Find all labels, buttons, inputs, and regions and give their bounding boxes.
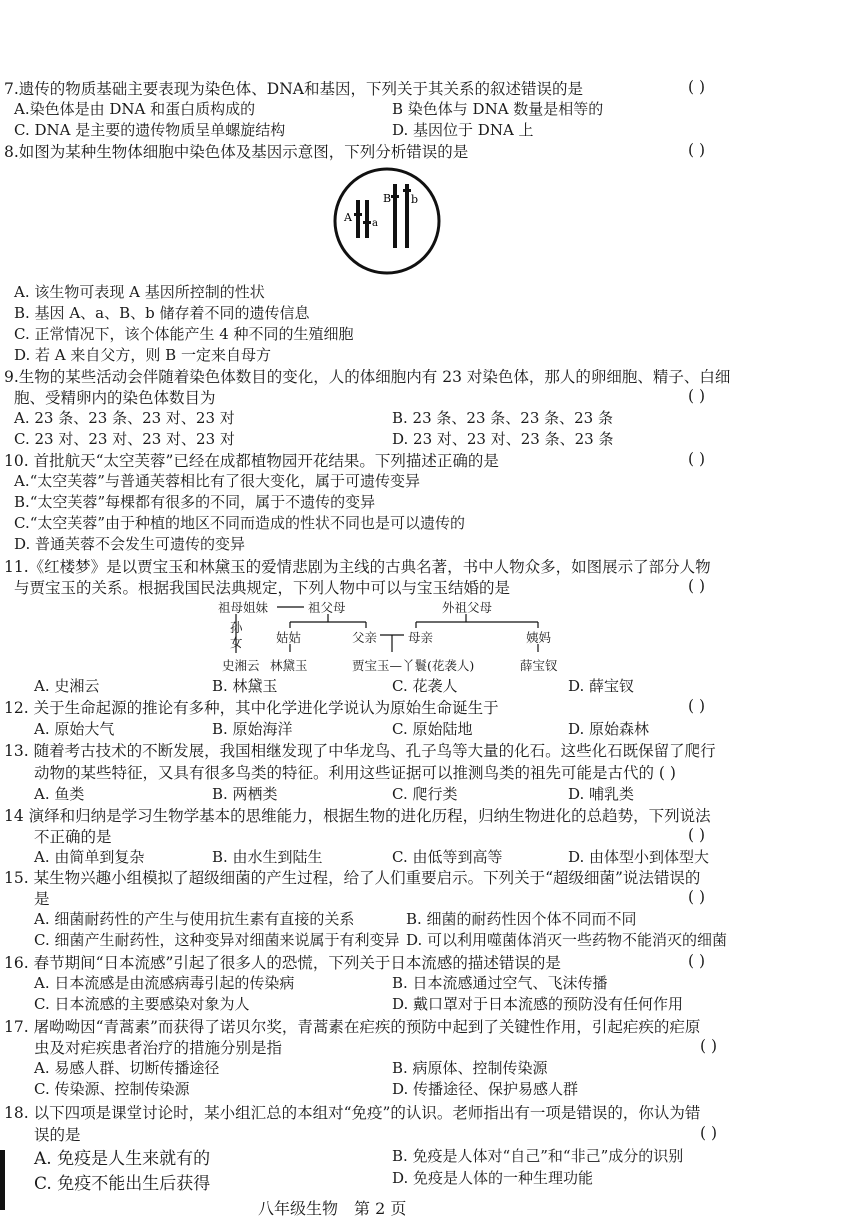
option-a: A. 细菌耐药性的产生与使用抗生素有直接的关系: [34, 910, 355, 928]
answer-paren: ( ): [688, 697, 706, 715]
option-c: C. 传染源、控制传染源: [34, 1080, 190, 1098]
option-a: A. 易感人群、切断传播途径: [34, 1059, 220, 1077]
node-father: 父亲: [352, 630, 378, 645]
option-b: B. 23 条、23 条、23 条、23 条: [392, 409, 613, 427]
option-a: A.染色体是由 DNA 和蛋白质构成的: [14, 100, 256, 118]
option-c: C. 日本流感的主要感染对象为人: [34, 995, 250, 1013]
option-b: B. 由水生到陆生: [212, 848, 323, 866]
question-13-stem-2: 动物的某些特征，又具有很多鸟类的特征。利用这些证据可以推测鸟类的祖先可能是古代的 ( ): [34, 764, 676, 782]
option-b: B. 原始海洋: [212, 720, 293, 738]
chromosome-cell-diagram: [332, 166, 442, 276]
answer-paren: ( ): [688, 387, 706, 405]
option-c: C. 免疫不能出生后获得: [34, 1174, 211, 1194]
node-aunt: 姑姑: [276, 630, 302, 645]
option-d: D. 戴口罩对于日本流感的预防没有任何作用: [392, 995, 684, 1013]
question-10-stem: 10. 首批航天“太空芙蓉”已经在成都植物园开花结果。下列描述正确的是: [4, 452, 499, 470]
option-b: B. 日本流感通过空气、飞沫传播: [392, 974, 608, 992]
option-a: A. 原始大气: [34, 720, 115, 738]
question-8-stem: 8.如图为某种生物体细胞中染色体及基因示意图，下列分析错误的是: [4, 143, 469, 161]
question-17-stem-2: 虫及对疟疾患者治疗的措施分别是指: [34, 1039, 283, 1057]
chromosome: [393, 184, 397, 248]
option-c: C.“太空芙蓉”由于种植的地区不同而造成的性状不同也是可以遗传的: [14, 514, 466, 532]
question-15-stem-2: 是: [34, 890, 50, 908]
chromosome: [405, 184, 409, 248]
option-c: C. 正常情况下，该个体能产生 4 种不同的生殖细胞: [14, 325, 354, 343]
question-14-stem: 14 演绎和归纳是学习生物学基本的思维能力，根据生物的进化历程，归纳生物进化的总趋势，下列说法: [4, 807, 711, 825]
page-footer: 八年级生物 第 2 页: [258, 1199, 407, 1218]
node-shi-xiangyun: 史湘云: [222, 658, 260, 673]
option-a: A. 鱼类: [34, 785, 85, 803]
question-13-stem: 13. 随着考古技术的不断发展，我国相继发现了中华龙鸟、孔子鸟等大量的化石。这些化石既保留了爬行: [4, 742, 716, 760]
node-xue-baochai: 薛宝钗: [520, 658, 558, 673]
option-d: D. 传播途径、保护易感人群: [392, 1080, 579, 1098]
option-c: C. DNA 是主要的遗传物质呈单螺旋结构: [14, 121, 286, 139]
answer-paren: ( ): [688, 952, 706, 970]
option-d: D. 由体型小到体型大: [568, 848, 710, 866]
question-9-stem-2: 胞、受精卵内的染色体数目为: [14, 389, 216, 407]
node-jia-baoyu: 贾宝玉—丫鬟(花袭人): [352, 658, 475, 673]
question-18-stem-2: 误的是: [34, 1126, 81, 1144]
option-c: C. 花袭人: [392, 677, 458, 695]
question-11-stem-2: 与贾宝玉的关系。根据我国民法典规定，下列人物中可以与宝玉结婚的是: [14, 579, 511, 597]
option-a: A. 免疫是人生来就有的: [34, 1149, 211, 1169]
option-b: B. 病原体、控制传染源: [392, 1059, 548, 1077]
option-d: D. 23 对、23 对、23 条、23 条: [392, 430, 614, 448]
gene-locus: [391, 195, 399, 198]
option-c: C. 由低等到高等: [392, 848, 503, 866]
gene-locus: [363, 221, 371, 224]
question-9-stem: 9.生物的某些活动会伴随着染色体数目的变化，人的体细胞内有 23 对染色体，那人的卵细胞、精子、白细: [4, 368, 731, 386]
option-b: B. 林黛玉: [212, 677, 278, 695]
option-a: A. 史湘云: [34, 677, 100, 695]
question-14-stem-2: 不正确的是: [34, 828, 112, 846]
question-15-stem: 15. 某生物兴趣小组模拟了超级细菌的产生过程，给了人们重要启示。下列关于“超级细菌”说法错误的: [4, 869, 701, 887]
option-b: B.“太空芙蓉”每棵都有很多的不同，属于不遗传的变异: [14, 493, 376, 511]
gene-label-B: B: [383, 192, 392, 205]
option-b: B. 两栖类: [212, 785, 278, 803]
node-lin-daiyu: 林黛玉: [270, 658, 308, 673]
node-grandparents: 祖父母: [308, 600, 346, 615]
answer-paren: ( ): [700, 1124, 718, 1142]
chromosome: [365, 200, 369, 238]
option-d: D. 基因位于 DNA 上: [392, 121, 534, 139]
option-d: D. 普通芙蓉不会发生可遗传的变异: [14, 535, 246, 553]
question-7-stem: 7.遗传的物质基础主要表现为染色体、DNA和基因，下列关于其关系的叙述错误的是: [4, 80, 583, 98]
gene-locus: [354, 213, 362, 216]
answer-paren: ( ): [688, 888, 706, 906]
option-b: B. 细菌的耐药性因个体不同而不同: [406, 910, 637, 928]
node-maternal-grandparents: 外祖父母: [442, 600, 493, 615]
question-17-stem: 17. 屠呦呦因“青蒿素”而获得了诺贝尔奖，青蒿素在疟疾的预防中起到了关键性作用，引起疟疾的疟原: [4, 1018, 701, 1036]
answer-paren: ( ): [700, 1037, 718, 1055]
scan-edge-mark: [0, 1150, 5, 1210]
option-d: D. 免疫是人体的一种生理功能: [392, 1169, 594, 1187]
question-11-stem: 11.《红楼梦》是以贾宝玉和林黛玉的爱情悲剧为主线的古典名著，书中人物众多，如图展示了部分人物: [4, 558, 711, 576]
answer-paren: ( ): [688, 826, 706, 844]
option-a: A. 日本流感是由流感病毒引起的传染病: [34, 974, 295, 992]
gene-label-a: a: [372, 218, 378, 229]
gene-locus: [403, 189, 411, 192]
answer-paren: ( ): [688, 141, 706, 159]
option-c: C. 爬行类: [392, 785, 458, 803]
option-a: A. 由简单到复杂: [34, 848, 145, 866]
node-mother: 母亲: [408, 630, 434, 645]
option-d: D. 哺乳类: [568, 785, 635, 803]
question-12-stem: 12. 关于生命起源的推论有多种，其中化学进化学说认为原始生命诞生于: [4, 699, 499, 717]
option-d: D. 可以利用噬菌体消灭一些药物不能消灭的细菌: [406, 931, 728, 949]
answer-paren: ( ): [688, 78, 706, 96]
question-18-stem: 18. 以下四项是课堂讨论时，某小组汇总的本组对“免疫”的认识。老师指出有一项是错误的，你认为错: [4, 1104, 701, 1122]
option-a: A.“太空芙蓉”与普通芙蓉相比有了很大变化，属于可遗传变异: [14, 472, 420, 490]
node-grandniece: 孙女: [230, 620, 243, 650]
option-d: D. 薛宝钗: [568, 677, 635, 695]
chromosome: [356, 200, 360, 238]
node-grandaunt: 祖母姐妹: [218, 600, 269, 615]
answer-paren: ( ): [688, 450, 706, 468]
option-c: C. 23 对、23 对、23 对、23 对: [14, 430, 235, 448]
option-b: B 染色体与 DNA 数量是相等的: [392, 100, 604, 118]
option-d: D. 原始森林: [568, 720, 650, 738]
answer-paren: ( ): [688, 577, 706, 595]
option-b: B. 免疫是人体对“自己”和“非己”成分的识别: [392, 1147, 684, 1165]
option-c: C. 原始陆地: [392, 720, 473, 738]
option-c: C. 细菌产生耐药性，这种变异对细菌来说属于有利变异: [34, 931, 400, 949]
question-16-stem: 16. 春节期间“日本流感”引起了很多人的恐慌，下列关于日本流感的描述错误的是: [4, 954, 561, 972]
node-maternal-aunt: 姨妈: [526, 630, 552, 645]
gene-label-A: A: [344, 211, 352, 224]
option-a: A. 该生物可表现 A 基因所控制的性状: [14, 283, 265, 301]
option-b: B. 基因 A、a、B、b 储存着不同的遗传信息: [14, 304, 310, 322]
gene-label-b: b: [411, 193, 419, 206]
option-d: D. 若 A 来自父方，则 B 一定来自母方: [14, 346, 271, 364]
option-a: A. 23 条、23 条、23 对、23 对: [14, 409, 235, 427]
